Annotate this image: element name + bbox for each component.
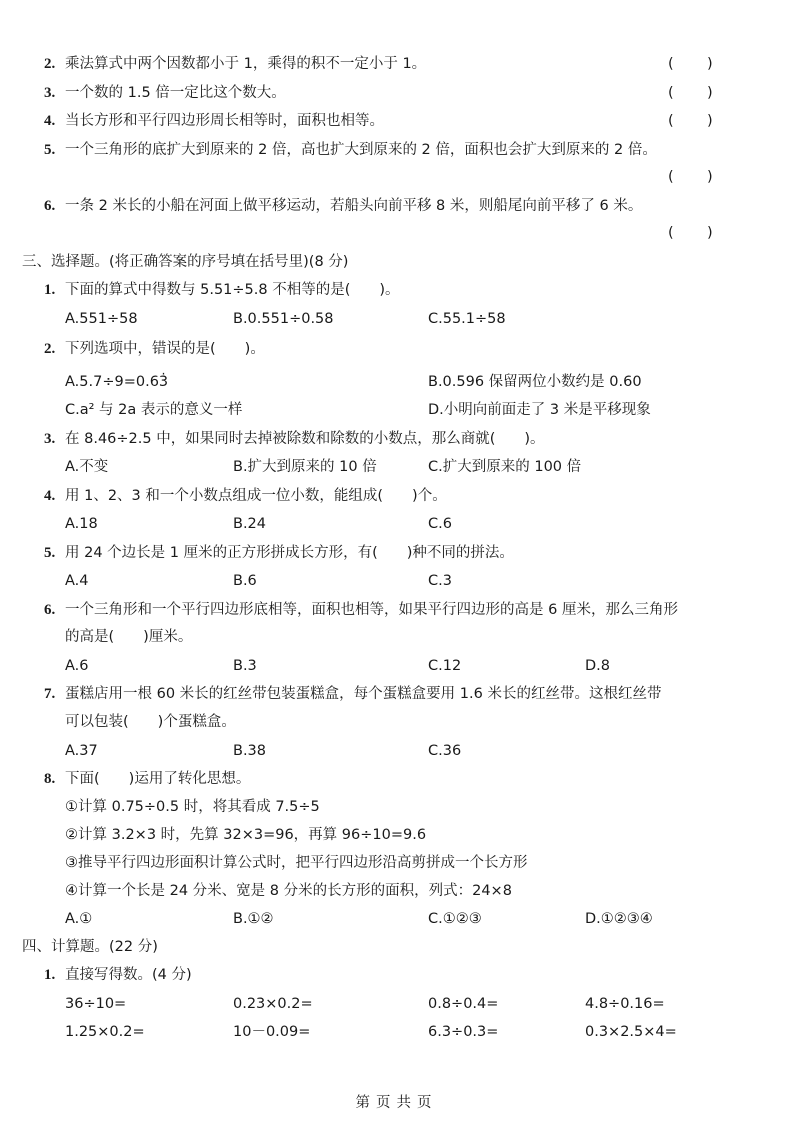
answer-paren-open[interactable]: ( — [668, 225, 674, 241]
statement-1: ①计算 0.75÷0.5 时，将其看成 7.5÷5 — [65, 799, 320, 815]
statement-2: ②计算 3.2×3 时，先算 32×3=96，再算 96÷10=9.6 — [65, 827, 427, 843]
statement-3: ③推导平行四边形面积计算公式时，把平行四边形沿高剪拼成一个长方形 — [65, 855, 528, 871]
item-number: 4. — [44, 113, 56, 129]
option-a: A.5.7÷9=0.63̇ — [65, 374, 169, 390]
option-c: C.12 — [428, 658, 462, 674]
option-c: C.扩大到原来的 100 倍 — [428, 459, 582, 475]
question-number: 4. — [44, 488, 56, 504]
option-b: B.6 — [233, 573, 257, 589]
question-number: 1. — [44, 282, 56, 298]
calc-item: 0.8÷0.4= — [428, 996, 499, 1012]
question-text: 在 8.46÷2.5 中，如果同时去掉被除数和除数的小数点，那么商就( )。 — [65, 431, 545, 447]
option-c: C.3 — [428, 573, 452, 589]
calc-item: 1.25×0.2= — [65, 1024, 145, 1040]
item-text: 乘法算式中两个因数都小于 1，乘得的积不一定小于 1。 — [65, 56, 427, 72]
calc-item: 36÷10= — [65, 996, 127, 1012]
question-number: 5. — [44, 545, 56, 561]
item-number: 5. — [44, 142, 56, 158]
option-d: D.8 — [585, 658, 610, 674]
answer-paren-close[interactable]: ) — [707, 56, 713, 72]
option-a: A.551÷58 — [65, 311, 138, 327]
question-text-continued: 的高是( )厘米。 — [65, 629, 193, 645]
option-c: C.6 — [428, 516, 452, 532]
section-title-calc: 四、计算题。(22 分) — [22, 939, 158, 955]
question-text: 蛋糕店用一根 60 米长的红丝带包装蛋糕盒，每个蛋糕盒要用 1.6 米长的红丝带。这根红丝带 — [65, 686, 662, 702]
answer-paren-close[interactable]: ) — [707, 113, 713, 129]
question-text: 下面的算式中得数与 5.51÷5.8 不相等的是( )。 — [65, 282, 400, 298]
question-number: 7. — [44, 686, 56, 702]
question-number: 1. — [44, 967, 56, 983]
option-c: C.55.1÷58 — [428, 311, 506, 327]
item-text: 当长方形和平行四边形周长相等时，面积也相等。 — [65, 113, 384, 129]
option-a: A.18 — [65, 516, 98, 532]
option-a: A.① — [65, 911, 93, 927]
answer-paren-open[interactable]: ( — [668, 85, 674, 101]
option-b: B.①② — [233, 911, 274, 927]
question-text: 直接写得数。(4 分) — [65, 967, 192, 983]
option-d: D.小明向前面走了 3 米是平移现象 — [428, 402, 651, 418]
answer-paren-open[interactable]: ( — [668, 113, 674, 129]
option-b: B.0.551÷0.58 — [233, 311, 334, 327]
calc-item: 6.3÷0.3= — [428, 1024, 499, 1040]
calc-item: 4.8÷0.16= — [585, 996, 665, 1012]
option-a: A.不变 — [65, 459, 109, 475]
item-number: 2. — [44, 56, 56, 72]
answer-paren-close[interactable]: ) — [707, 169, 713, 185]
question-text: 用 1、2、3 和一个小数点组成一位小数，能组成( )个。 — [65, 488, 447, 504]
statement-4: ④计算一个长是 24 分米、宽是 8 分米的长方形的面积，列式：24×8 — [65, 883, 512, 899]
item-text: 一个数的 1.5 倍一定比这个数大。 — [65, 85, 286, 101]
calc-item: 0.23×0.2= — [233, 996, 313, 1012]
option-a: A.37 — [65, 743, 98, 759]
option-a: A.6 — [65, 658, 89, 674]
page-footer: 第页共页 — [355, 1095, 438, 1111]
option-d: D.①②③④ — [585, 911, 653, 927]
option-c: C.36 — [428, 743, 462, 759]
option-b: B.24 — [233, 516, 267, 532]
item-number: 3. — [44, 85, 56, 101]
question-number: 8. — [44, 771, 56, 787]
question-text-continued: 可以包装( )个蛋糕盒。 — [65, 714, 236, 730]
option-b: B.扩大到原来的 10 倍 — [233, 459, 377, 475]
question-text: 用 24 个边长是 1 厘米的正方形拼成长方形，有( )种不同的拼法。 — [65, 545, 514, 561]
option-a: A.4 — [65, 573, 89, 589]
question-number: 6. — [44, 602, 56, 618]
option-b: B.0.596 保留两位小数约是 0.60 — [428, 374, 642, 390]
answer-paren-close[interactable]: ) — [707, 85, 713, 101]
question-number: 2. — [44, 341, 56, 357]
answer-paren-open[interactable]: ( — [668, 56, 674, 72]
calc-item: 0.3×2.5×4= — [585, 1024, 677, 1040]
option-b: B.3 — [233, 658, 257, 674]
question-number: 3. — [44, 431, 56, 447]
question-text: 一个三角形和一个平行四边形底相等，面积也相等，如果平行四边形的高是 6 厘米，那么三角形 — [65, 602, 678, 618]
question-text: 下面( )运用了转化思想。 — [65, 771, 251, 787]
question-text: 下列选项中，错误的是( )。 — [65, 341, 265, 357]
section-title-choice: 三、选择题。(将正确答案的序号填在括号里)(8 分) — [22, 254, 349, 270]
item-text: 一个三角形的底扩大到原来的 2 倍，高也扩大到原来的 2 倍，面积也会扩大到原来的 2 倍。 — [65, 142, 657, 158]
item-text: 一条 2 米长的小船在河面上做平移运动，若船头向前平移 8 米，则船尾向前平移了 6 米。 — [65, 198, 643, 214]
answer-paren-open[interactable]: ( — [668, 169, 674, 185]
answer-paren-close[interactable]: ) — [707, 225, 713, 241]
item-number: 6. — [44, 198, 56, 214]
option-c: C.①②③ — [428, 911, 482, 927]
option-c: C.a² 与 2a 表示的意义一样 — [65, 402, 243, 418]
calc-item: 10－0.09= — [233, 1024, 311, 1040]
option-b: B.38 — [233, 743, 267, 759]
